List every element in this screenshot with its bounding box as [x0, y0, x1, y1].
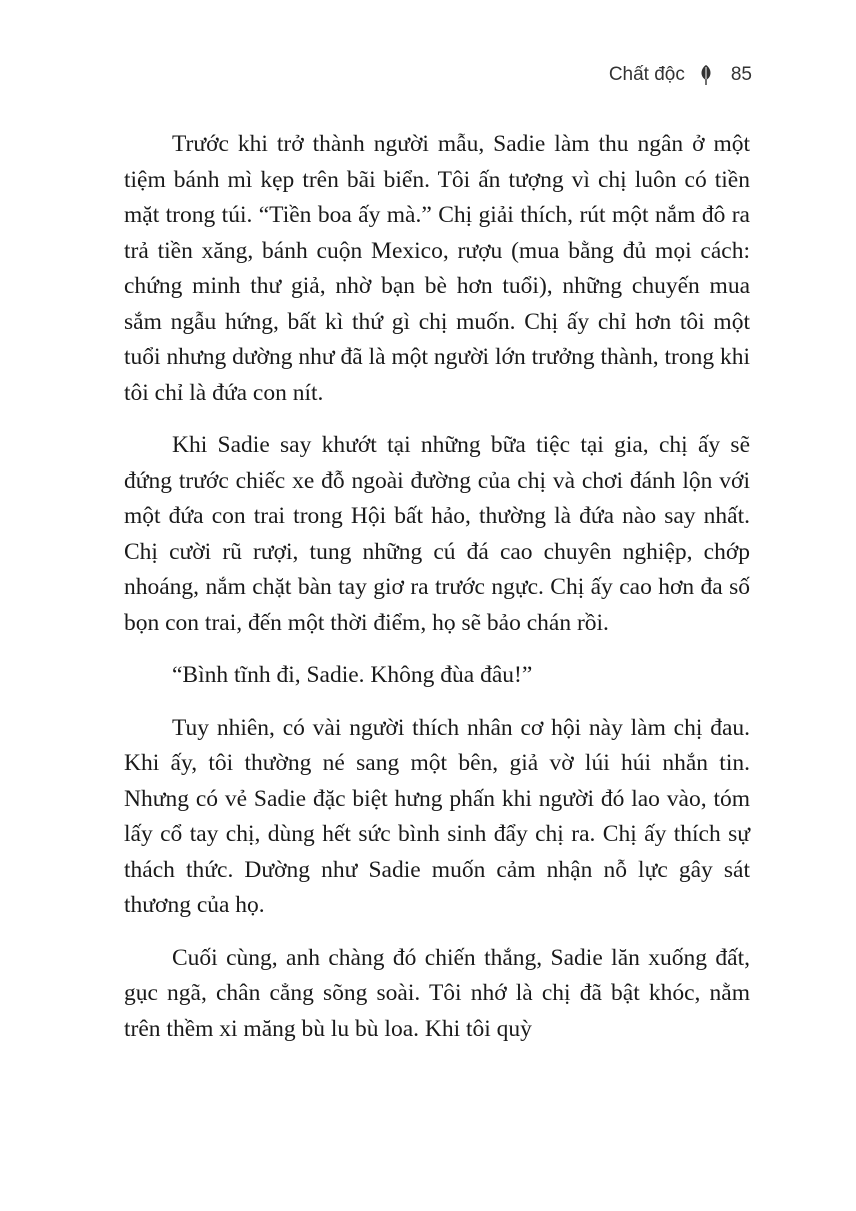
- page-number: 85: [730, 64, 752, 85]
- body-text: [124, 127, 750, 1064]
- paragraph: Cuối cùng, anh chàng đó chiến thắng, Sadie lăn xuống đất, gục ngã, chân cẳng sõng soài. Tôi nhớ là chị đã bật khóc, nằm trên thềm xi măng bù lu bù loa. Khi tôi quỳ: [124, 944, 750, 1042]
- leaf-ornament-icon: [699, 64, 713, 86]
- running-header: [609, 64, 752, 86]
- paragraph: Trước khi trở thành người mẫu, Sadie làm thu ngân ở một tiệm bánh mì kẹp trên bãi biển. Tôi ấn tượng vì chị luôn có tiền mặt trong túi. “Tiền boa ấy mà.” Chị giải thích, rút một nắm đô ra trả tiền xăng, bánh cuộn Mexico, rượu (mua bằng đủ mọi cách: chứng minh thư giả, nhờ bạn bè hơn tuổi), những chuyến mua sắm ngẫu hứng, bất kì thứ gì chị muốn. Chị ấy chỉ hơn tôi một tuổi nhưng dường như đã là một người lớn trưởng thành, trong khi tôi chỉ là đứa con nít.: [124, 131, 750, 406]
- paragraph: “Bình tĩnh đi, Sadie. Không đùa đâu!”: [172, 662, 533, 688]
- paragraph: Tuy nhiên, có vài người thích nhân cơ hội này làm chị đau. Khi ấy, tôi thường né sang một bên, giả vờ lúi húi nhắn tin. Nhưng có vẻ Sadie đặc biệt hưng phấn khi người đó lao vào, tóm lấy cổ tay chị, dùng hết sức bình sinh đẩy chị ra. Chị ấy thích sự thách thức. Dường như Sadie muốn cảm nhận nỗ lực gây sát thương của họ.: [124, 714, 750, 918]
- paragraph: Khi Sadie say khướt tại những bữa tiệc tại gia, chị ấy sẽ đứng trước chiếc xe đỗ ngoài đường của chị và chơi đánh lộn với một đứa con trai trong Hội bất hảo, thường là đứa nào say nhất. Chị cười rũ rượi, tung những cú đá cao chuyên nghiệp, chớp nhoáng, nắm chặt bàn tay giơ ra trước ngực. Chị ấy cao hơn đa số bọn con trai, đến một thời điểm, họ sẽ bảo chán rồi.: [124, 432, 750, 636]
- chapter-title: Chất độc: [608, 64, 685, 85]
